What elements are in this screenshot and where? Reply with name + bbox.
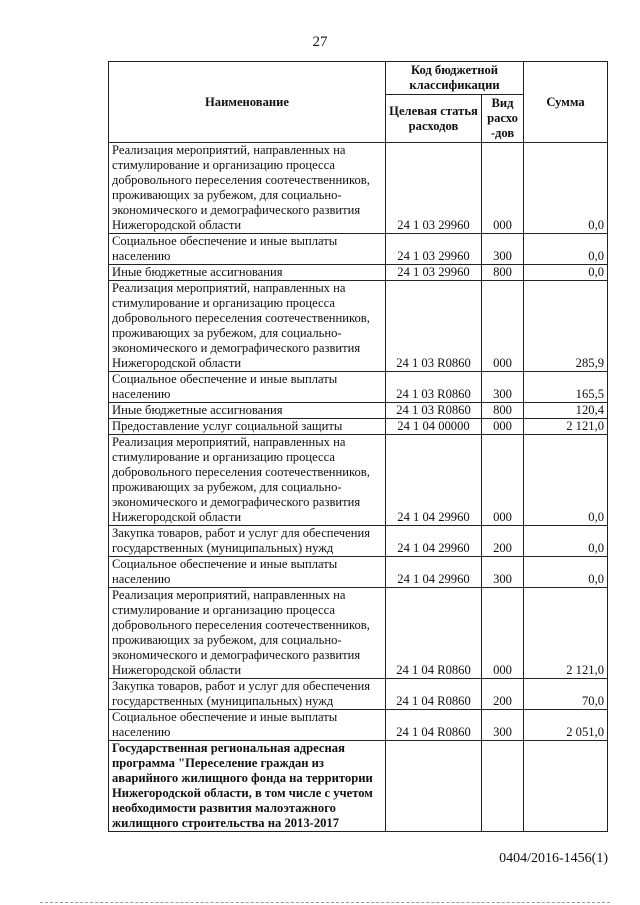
table-row — [109, 588, 608, 679]
row-sum: 0,0 — [524, 526, 608, 557]
row-sum: 0,0 — [524, 435, 608, 526]
row-type: 200 — [482, 679, 524, 710]
row-name: Реализация мероприятий, направленных на стимулирование и организацию процесса добровольного переселения соотечественников, проживающих за рубежом, для социально-экономического и демографического развития Нижегородской области — [109, 435, 386, 526]
table-row — [109, 710, 608, 741]
row-code: 24 1 04 R0860 — [386, 588, 482, 679]
row-name: Социальное обеспечение и иные выплаты населению — [109, 557, 386, 588]
budget-table — [108, 61, 608, 832]
page-number: 27 — [312, 34, 328, 50]
table-row — [109, 557, 608, 588]
table-row — [109, 265, 608, 281]
header-type: Вид расхо -дов — [482, 95, 524, 143]
row-type: 300 — [482, 710, 524, 741]
row-code: 24 1 03 R0860 — [386, 281, 482, 372]
row-sum: 2 121,0 — [524, 588, 608, 679]
row-type: 000 — [482, 435, 524, 526]
row-code: 24 1 04 R0860 — [386, 710, 482, 741]
row-code: 24 1 04 29960 — [386, 435, 482, 526]
row-sum: 70,0 — [524, 679, 608, 710]
row-sum — [524, 741, 608, 832]
row-name: Реализация мероприятий, направленных на стимулирование и организацию процесса добровольного переселения соотечественников, проживающих за рубежом, для социально-экономического и демографического развития Нижегородской области — [109, 281, 386, 372]
row-sum: 285,9 — [524, 281, 608, 372]
row-code: 24 1 03 29960 — [386, 234, 482, 265]
row-type: 800 — [482, 265, 524, 281]
table-row — [109, 526, 608, 557]
page-edge-line — [40, 902, 610, 903]
row-name: Закупка товаров, работ и услуг для обеспечения государственных (муниципальных) нужд — [109, 526, 386, 557]
document-code: 0404/2016-1456(1) — [499, 851, 608, 866]
table-row — [109, 679, 608, 710]
table-row — [109, 419, 608, 435]
table-row — [109, 372, 608, 403]
table-row — [109, 403, 608, 419]
row-code: 24 1 03 29960 — [386, 143, 482, 234]
row-sum: 2 051,0 — [524, 710, 608, 741]
row-sum: 165,5 — [524, 372, 608, 403]
row-type: 000 — [482, 281, 524, 372]
row-name: Предоставление услуг социальной защиты — [109, 419, 386, 435]
row-name: Социальное обеспечение и иные выплаты населению — [109, 372, 386, 403]
row-sum: 0,0 — [524, 557, 608, 588]
row-name: Государственная региональная адресная программа "Переселение граждан из аварийного жилищного фонда на территории Нижегородской области, в том числе с учетом необходимости развития малоэтажного жилищного строительства на 2013-2017 — [109, 741, 386, 832]
row-sum: 0,0 — [524, 143, 608, 234]
row-type: 300 — [482, 372, 524, 403]
table-row — [109, 234, 608, 265]
header-name: Наименование — [109, 62, 386, 143]
row-code: 24 1 03 29960 — [386, 265, 482, 281]
row-name: Социальное обеспечение и иные выплаты населению — [109, 234, 386, 265]
table-row — [109, 281, 608, 372]
row-sum: 0,0 — [524, 265, 608, 281]
row-code: 24 1 04 29960 — [386, 526, 482, 557]
row-sum: 120,4 — [524, 403, 608, 419]
row-code: 24 1 03 R0860 — [386, 372, 482, 403]
row-type: 200 — [482, 526, 524, 557]
header-sum: Сумма — [524, 62, 608, 143]
header-code-group: Код бюджетной классификации — [386, 62, 524, 95]
row-code: 24 1 03 R0860 — [386, 403, 482, 419]
row-name: Реализация мероприятий, направленных на стимулирование и организацию процесса добровольного переселения соотечественников, проживающих за рубежом, для социально-экономического и демографического развития Нижегородской области — [109, 588, 386, 679]
table-row — [109, 435, 608, 526]
table-row — [109, 741, 608, 832]
row-name: Социальное обеспечение и иные выплаты населению — [109, 710, 386, 741]
row-type: 000 — [482, 588, 524, 679]
row-type: 000 — [482, 419, 524, 435]
row-name: Иные бюджетные ассигнования — [109, 403, 386, 419]
row-name: Иные бюджетные ассигнования — [109, 265, 386, 281]
table-row — [109, 143, 608, 234]
row-type: 800 — [482, 403, 524, 419]
row-type: 000 — [482, 143, 524, 234]
row-sum: 0,0 — [524, 234, 608, 265]
table-body — [109, 143, 608, 832]
row-name: Реализация мероприятий, направленных на стимулирование и организацию процесса добровольного переселения соотечественников, проживающих за рубежом, для социально-экономического и демографического развития Нижегородской области — [109, 143, 386, 234]
row-name: Закупка товаров, работ и услуг для обеспечения государственных (муниципальных) нужд — [109, 679, 386, 710]
row-code: 24 1 04 00000 — [386, 419, 482, 435]
row-type — [482, 741, 524, 832]
row-sum: 2 121,0 — [524, 419, 608, 435]
row-code: 24 1 04 R0860 — [386, 679, 482, 710]
row-code: 24 1 04 29960 — [386, 557, 482, 588]
row-type: 300 — [482, 234, 524, 265]
row-type: 300 — [482, 557, 524, 588]
row-code — [386, 741, 482, 832]
header-target: Целевая статья расходов — [386, 95, 482, 143]
